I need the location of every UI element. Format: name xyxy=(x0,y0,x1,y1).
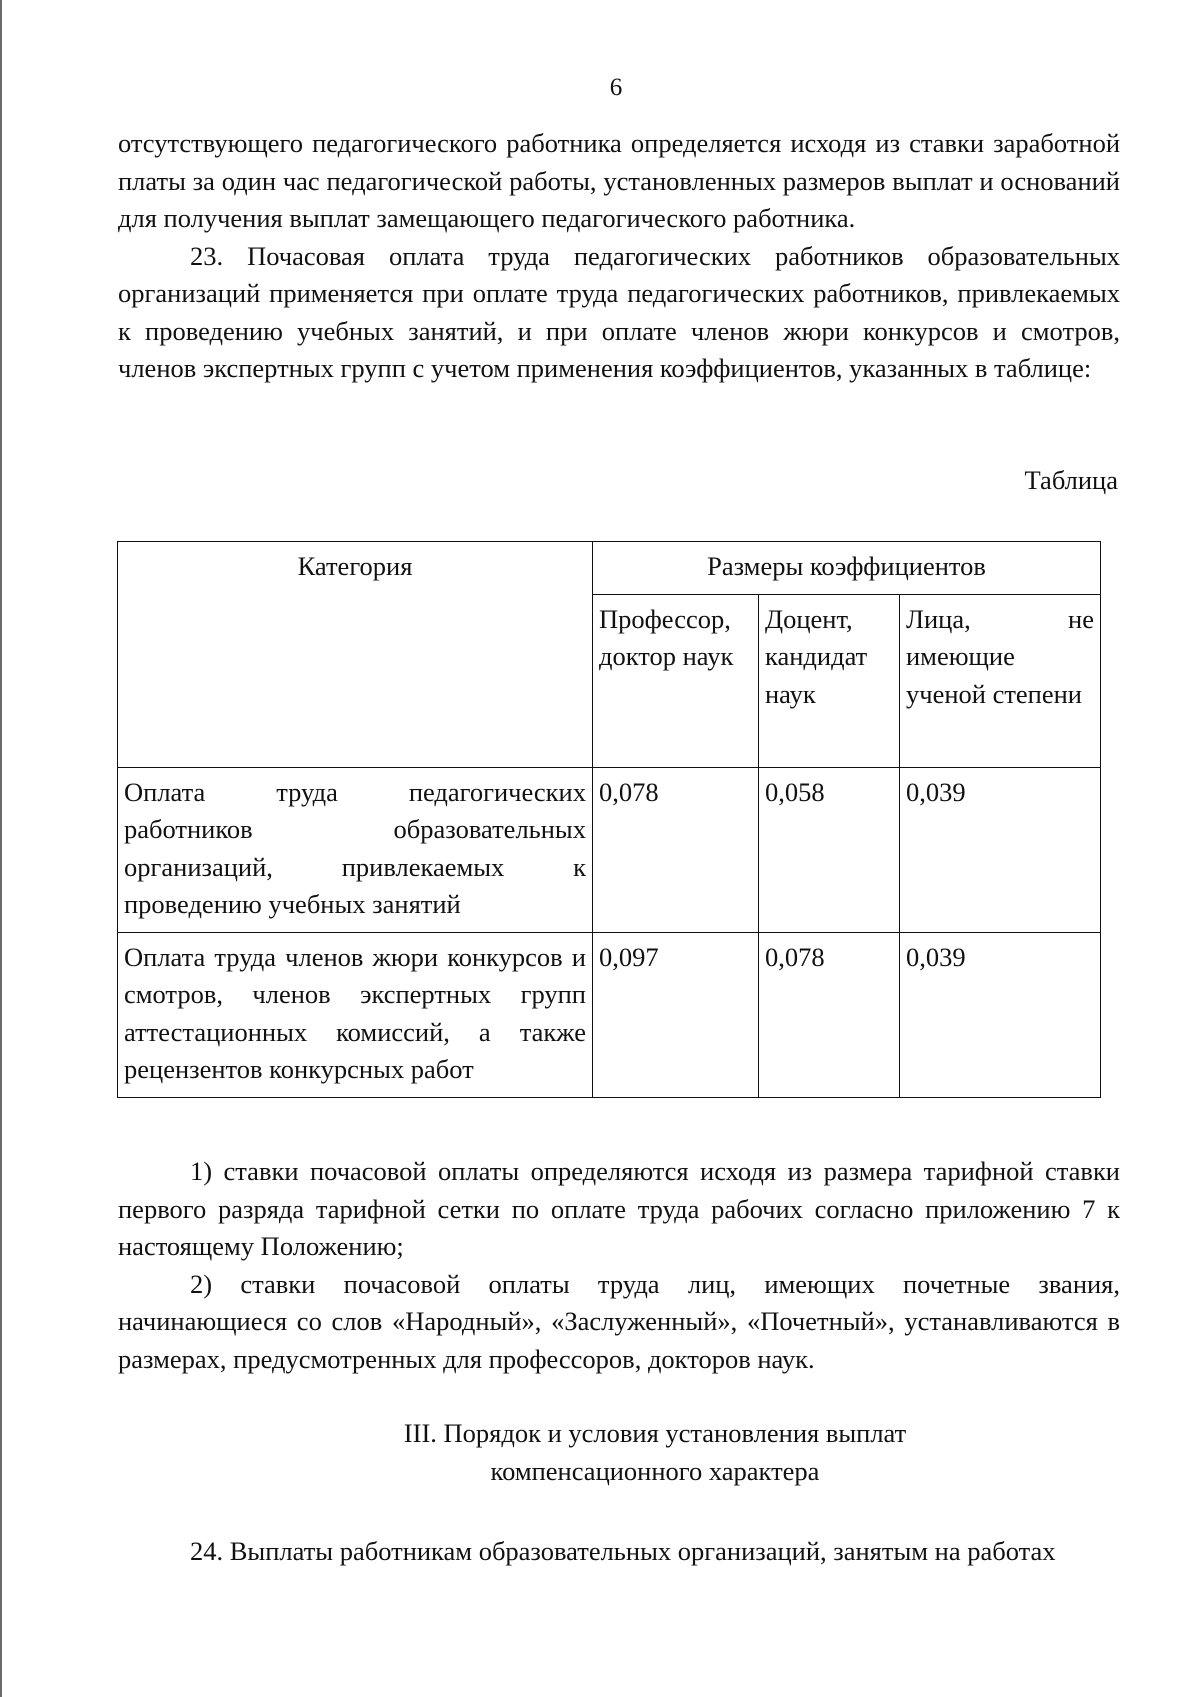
coefficients-table xyxy=(117,541,1101,1098)
table-row xyxy=(118,932,1101,1097)
table-header-row xyxy=(118,542,1101,595)
note-1: 1) ставки почасовой оплаты определяются исходя из размера тарифной ставки первого разряда тарифной сетки по оплате труда рабочих согласно приложению 7 к настоящему Положению; xyxy=(118,1156,1120,1261)
header-docent: Доцент, кандидат наук xyxy=(759,594,900,767)
header-coefficients: Размеры коэффициентов xyxy=(593,542,1101,595)
section-heading-line-1: III. Порядок и условия установления выплат xyxy=(403,1418,907,1448)
intro-block xyxy=(118,125,1120,388)
table-caption: Таблица xyxy=(1024,465,1118,495)
row-1-docent: 0,058 xyxy=(759,767,900,932)
item-24-block xyxy=(118,1533,1120,1571)
item-24-paragraph: 24. Выплаты работникам образовательных организаций, занятым на работах xyxy=(190,1536,1056,1566)
intro-paragraph: отсутствующего педагогического работника определяется исходя из ставки заработной платы за один час педагогической работы, установленных размеров выплат и оснований для получения выплат замещающего педагогического работника. xyxy=(118,128,1120,233)
row-2-no-degree: 0,039 xyxy=(900,932,1101,1097)
header-professor: Профессор, доктор наук xyxy=(593,594,759,767)
section-heading xyxy=(0,1414,1200,1490)
row-1-category: Оплата труда педагогических работников образовательных организаций, привлекаемых к проведению учебных занятий xyxy=(118,767,593,932)
table-row xyxy=(118,767,1101,932)
page-number: 6 xyxy=(609,74,623,101)
row-2-category: Оплата труда членов жюри конкурсов и смотров, членов экспертных групп аттестационных комиссий, а также рецензентов конкурсных работ xyxy=(118,932,593,1097)
header-no-degree: Лица, не имеющие ученой степени xyxy=(900,594,1101,767)
notes-block xyxy=(118,1153,1120,1378)
item-23-paragraph: 23. Почасовая оплата труда педагогических работников образовательных организаций применяется при оплате труда педагогических работников, привлекаемых к проведению учебных занятий, и при оплате членов жюри конкурсов и смотров, членов экспертных групп с учетом применения коэффициентов, указанных в таблице: xyxy=(118,240,1120,383)
header-category: Категория xyxy=(118,542,593,768)
section-heading-line-2: компенсационного характера xyxy=(490,1456,820,1486)
note-2: 2) ставки почасовой оплаты труда лиц, имеющих почетные звания, начинающиеся со слов «Народный», «Заслуженный», «Почетный», устанавливаются в размерах, предусмотренных для профессоров, докторов наук. xyxy=(118,1268,1120,1374)
row-2-professor: 0,097 xyxy=(593,932,759,1097)
row-1-professor: 0,078 xyxy=(593,767,759,932)
row-1-no-degree: 0,039 xyxy=(900,767,1101,932)
row-2-docent: 0,078 xyxy=(759,932,900,1097)
